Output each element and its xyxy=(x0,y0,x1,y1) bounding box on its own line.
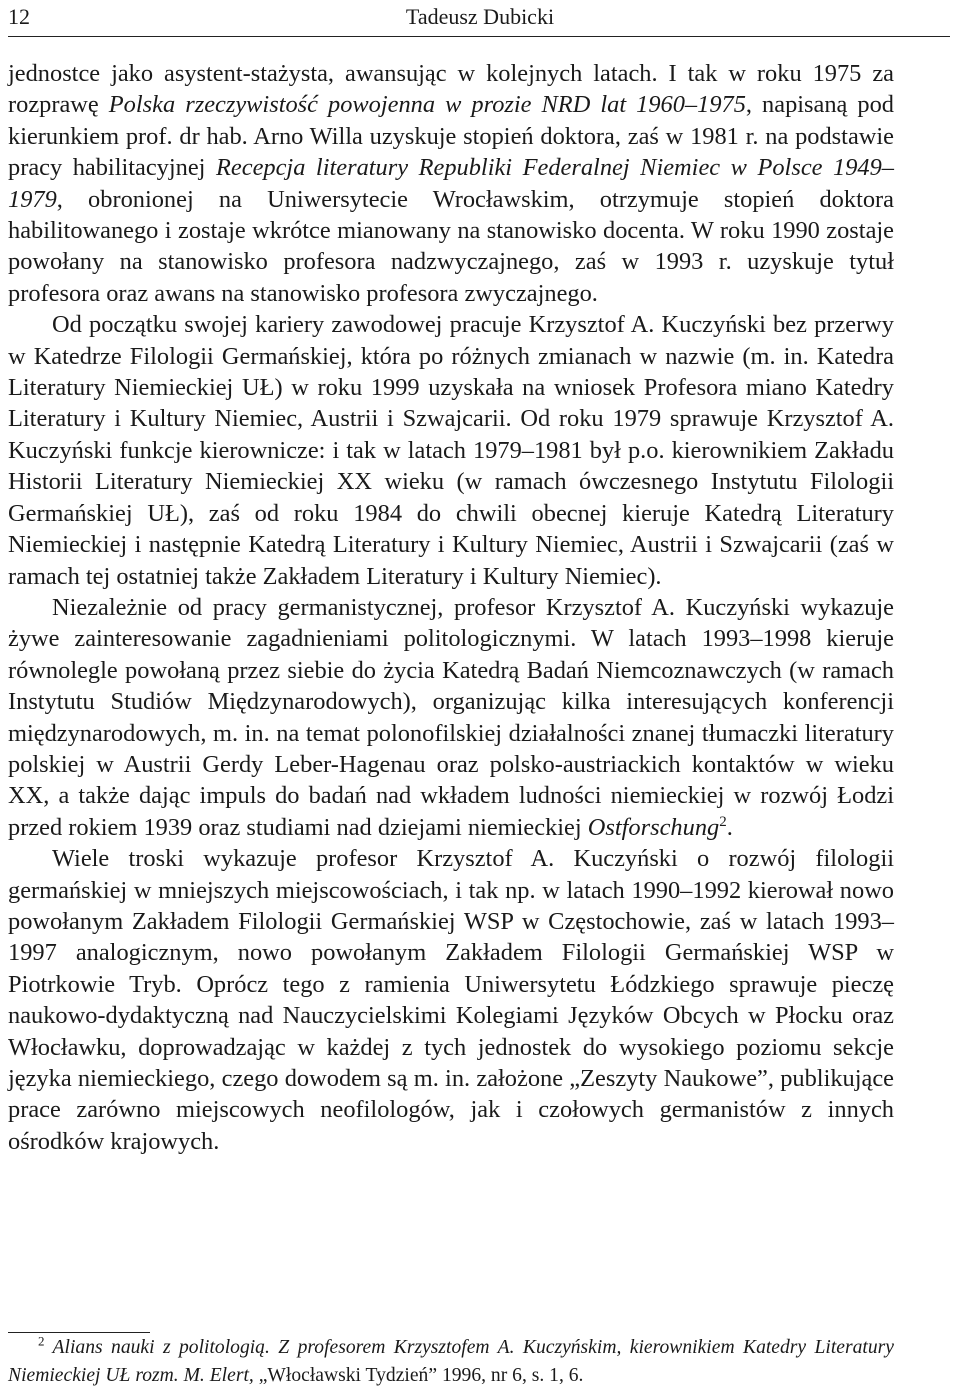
text-run: , obronionej na Uniwersytecie Wrocławskim, otrzymuje stopień doktora habilitowanego i zostaje wkrótce mianowany na stanowisko docenta. W roku 1990 zostaje powołany na stanowisko profesora nadzwyczajnego, zaś w 1993 r. uzyskuje tytuł profesora oraz awans na stanowisko profesora zwyczajnego. xyxy=(8,185,894,307)
paragraph xyxy=(8,843,894,1157)
footnote-rule xyxy=(8,1332,150,1333)
italic-title: Ostforschung xyxy=(587,813,720,841)
text-run: , napisaną pod kierunkiem prof. dr hab. Arno Willa uzyskuje stopień doktora, zaś w 1981 r. na podstawie pracy habilitacyjnej xyxy=(8,91,895,182)
paragraph xyxy=(8,58,894,309)
text-run: Niezależnie od pracy germanistycznej, profesor Krzysztof A. Kuczyński wykazuje żywe zainteresowanie zagadnieniami politologicznymi. W latach 1993–1998 kieruje równolegle powołaną przez siebie do życia Katedrą Badań Niemcoznawczych (w ramach Instytutu Studiów Międzynarodowych), organizując kilka interesujących konferencji międzynarodowych, m. in. na temat polonofilskiej działalności znanej tłumaczki literatury polskiej w Austrii Gerdy Leber-Hagenau oraz polsko-austriackich kontaktów w wieku XX, a także dając impuls do badań nad wkładem ludności niemieckiej w rozwój Łodzi przed rokiem 1939 oraz studiami nad dziejami niemieckiej xyxy=(8,593,894,841)
paragraph xyxy=(8,309,894,592)
footnote-run: „Włocławski Tydzień” 1996, nr 6, s. 1, 6. xyxy=(258,1365,584,1386)
text-run: jednostce jako asystent-stażysta, awansując w kolejnych latach. I tak w roku 1975 za rozprawę xyxy=(8,60,894,119)
running-title: Tadeusz Dubicki xyxy=(405,4,555,29)
paragraph xyxy=(8,592,894,843)
footnote-text xyxy=(8,1337,894,1386)
footnote-reference: 2 xyxy=(719,813,727,830)
main-text xyxy=(8,58,894,1157)
header-rule xyxy=(8,36,950,37)
footnote xyxy=(8,1334,894,1390)
italic-title: Polska rzeczywistość powojenna w prozie NRD lat 1960–1975 xyxy=(108,91,746,119)
text-run: Od początku swojej kariery zawodowej pracuje Krzysztof A. Kuczyński bez przerwy w Katedrze Filologii Germańskiej, która po różnych zmianach w nazwie (m. in. Katedra Literatury Niemieckiej UŁ) w roku 1999 uzyskała na wniosek Profesora miano Katedry Literatury i Kultury Niemiec, Austrii i Szwajcarii. Od roku 1979 sprawuje Krzysztof A. Kuczyński funkcje kierownicze: i tak w latach 1979–1981 był p.o. kierownikiem Zakładu Historii Literatury Niemieckiej XX wieku (w ramach ówczesnego Instytutu Filologii Germańskiej UŁ), zaś od roku 1984 do chwili obecnej kieruje Katedrą Literatury Niemieckiej i następnie Katedrą Literatury i Kultury Niemiec, Austrii i Szwajcarii (zaś w ramach tej ostatniej także Zakładem Literatury i Kultury Niemiec). xyxy=(8,311,894,590)
running-head xyxy=(8,2,952,34)
italic-title: Recepcja literatury Republiki Federalnej Niemiec w Polsce 1949–1979 xyxy=(8,154,894,213)
footnote-run: Alians nauki z politologią. Z profesorem Krzysztofem A. Kuczyńskim, kierownikiem Katedry Literatury Niemieckiej UŁ rozm. M. Elert, xyxy=(8,1337,894,1386)
text-run: Wiele troski wykazuje profesor Krzysztof A. Kuczyński o rozwój filologii germańskiej w mniejszych miejscowościach, i tak np. w latach 1990–1992 kierował nowo powołanym Zakładem Filologii Germańskiej WSP w Częstochowie, zaś w latach 1993–1997 analogicznym, nowo powołanym Zakładem Filologii Germańskiej WSP w Piotrkowie Tryb. Oprócz tego z ramienia Uniwersytetu Łódzkiego sprawuje pieczę naukowo-dydaktyczną nad Nauczycielskimi Kolegiami Języków Obcych w Płocku oraz Włocławku, doprowadzając w każdej z tych jednostek do wysokiego poziomu sekcje języka niemieckiego, czego dowodem są m. in. założone „Zeszyty Naukowe”, publikujące prace zarówno miejscowych neofilologów, jak i czołowych germanistów z innych ośrodków krajowych. xyxy=(8,845,894,1155)
text-run: . xyxy=(726,813,733,841)
page-number: 12 xyxy=(8,4,30,29)
footnote-number: 2 xyxy=(38,1333,45,1349)
